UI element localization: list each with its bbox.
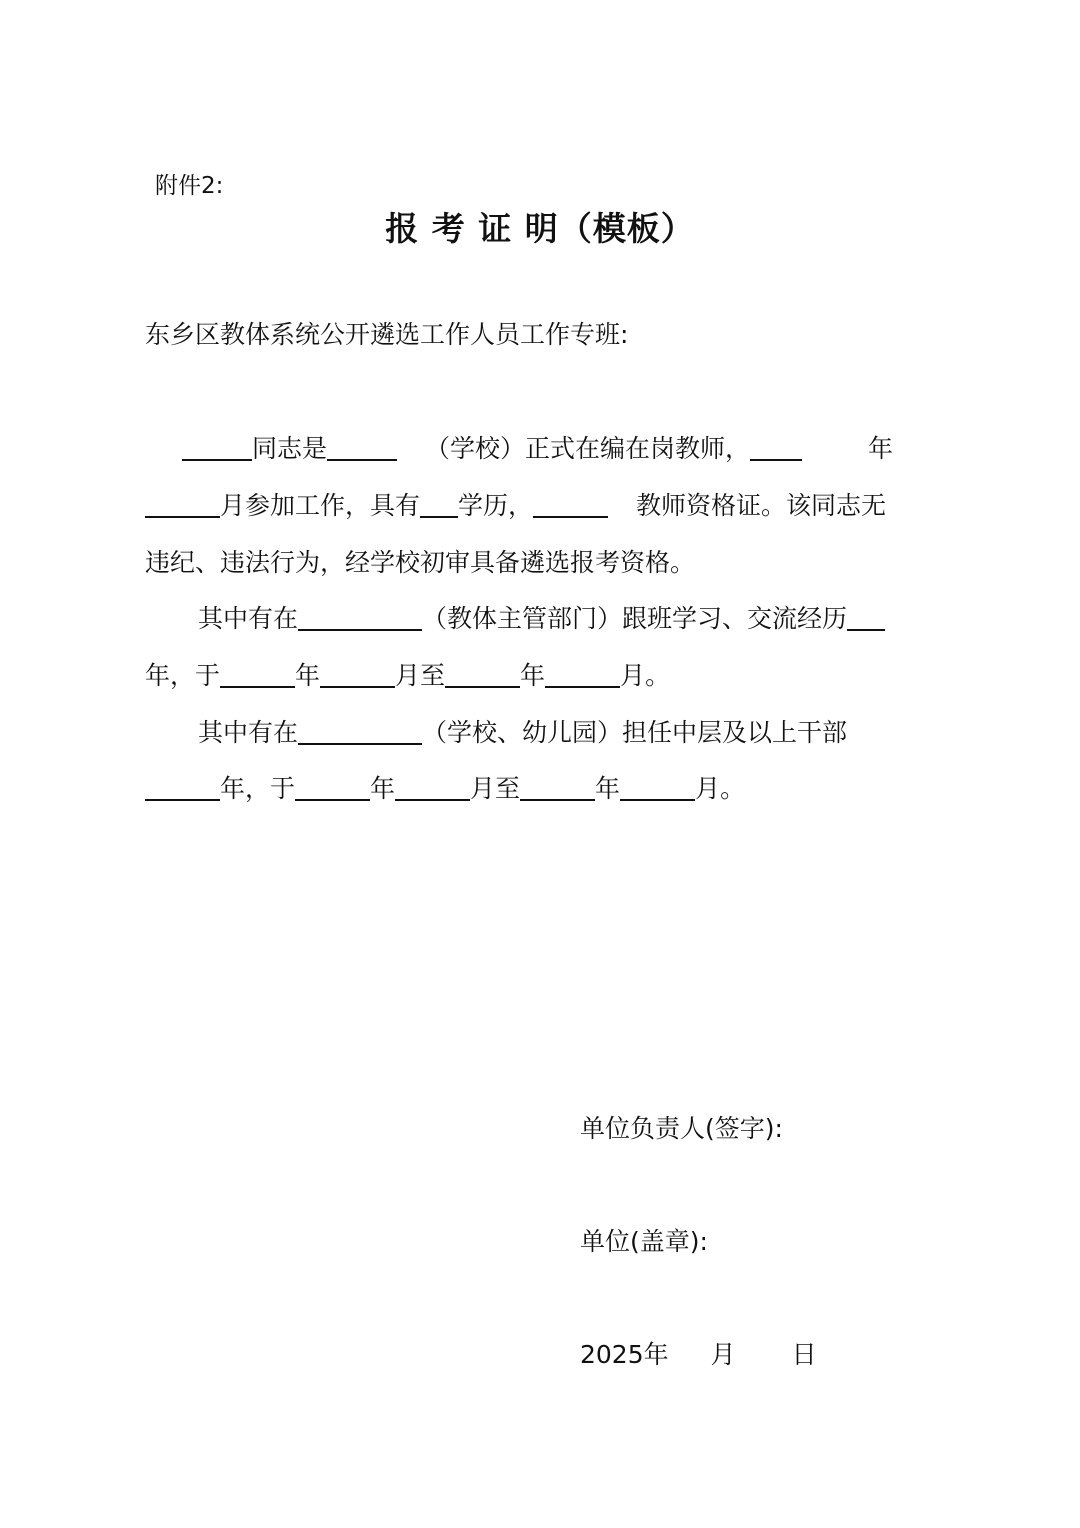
education-blank[interactable]	[420, 491, 458, 518]
paragraph-3-text: 年	[595, 774, 621, 803]
date-day: 日	[791, 1340, 817, 1369]
study-to-month-blank[interactable]	[545, 661, 620, 688]
paragraph-3-line-2	[145, 774, 745, 804]
paragraph-1-text: 年	[868, 434, 894, 463]
leader-signature-label: 单位负责人(签字):	[580, 1114, 783, 1143]
date-year: 2025年	[580, 1340, 669, 1369]
paragraph-3-text: 月。	[695, 774, 746, 803]
date-month: 月	[710, 1340, 736, 1369]
paragraph-3-text: （学校、幼儿园）担任中层及以上干部	[422, 718, 848, 747]
study-to-year-blank[interactable]	[445, 661, 520, 688]
paragraph-3-text: 年	[370, 774, 396, 803]
school-kindergarten-blank[interactable]	[298, 718, 422, 745]
paragraph-2-text: 年，于	[145, 661, 221, 690]
date-line	[580, 1340, 817, 1370]
paragraph-3-text: 年，于	[220, 774, 296, 803]
study-from-month-blank[interactable]	[320, 661, 395, 688]
paragraph-3-line-1	[198, 718, 847, 748]
department-blank[interactable]	[298, 604, 422, 631]
paragraph-2-text: （教体主管部门）跟班学习、交流经历	[422, 604, 848, 633]
paragraph-2-line-1	[198, 604, 885, 634]
paragraph-2-text: 其中有在	[198, 604, 299, 633]
paragraph-1-line-3: 违纪、违法行为，经学校初审具备遴选报考资格。	[145, 548, 696, 577]
paragraph-1-line-1	[182, 434, 893, 464]
paragraph-2-text: 年	[520, 661, 546, 690]
paragraph-1-text: （学校）正式在编在岗教师，	[425, 434, 751, 463]
start-month-blank[interactable]	[145, 491, 220, 518]
unit-stamp-label: 单位(盖章):	[580, 1227, 708, 1256]
paragraph-3-text: 月至	[470, 774, 521, 803]
paragraph-3-text: 其中有在	[198, 718, 299, 747]
attachment-label: 附件2:	[155, 173, 224, 199]
paragraph-1-text: 学历，	[458, 491, 534, 520]
paragraph-2-text: 月至	[395, 661, 446, 690]
start-year-blank[interactable]	[750, 434, 802, 461]
name-blank[interactable]	[182, 434, 252, 461]
addressee: 东乡区教体系统公开遴选工作人员工作专班:	[145, 320, 629, 349]
study-from-year-blank[interactable]	[220, 661, 295, 688]
paragraph-1-text: 教师资格证。该同志无	[636, 491, 887, 520]
cadre-to-month-blank[interactable]	[620, 774, 695, 801]
paragraph-1-text: 月参加工作，具有	[220, 491, 421, 520]
cadre-years-blank[interactable]	[145, 774, 220, 801]
paragraph-1-line-2	[145, 491, 886, 521]
document-title: 报 考 证 明（模板）	[385, 209, 695, 248]
cadre-from-month-blank[interactable]	[395, 774, 470, 801]
school-blank[interactable]	[327, 434, 397, 461]
paragraph-2-text: 年	[295, 661, 321, 690]
cadre-from-year-blank[interactable]	[295, 774, 370, 801]
paragraph-1-text: 同志是	[252, 434, 328, 463]
paragraph-2-text: 月。	[620, 661, 671, 690]
study-years-blank[interactable]	[847, 604, 885, 631]
cadre-to-year-blank[interactable]	[520, 774, 595, 801]
paragraph-2-line-2	[145, 661, 670, 691]
certificate-blank[interactable]	[533, 491, 608, 518]
